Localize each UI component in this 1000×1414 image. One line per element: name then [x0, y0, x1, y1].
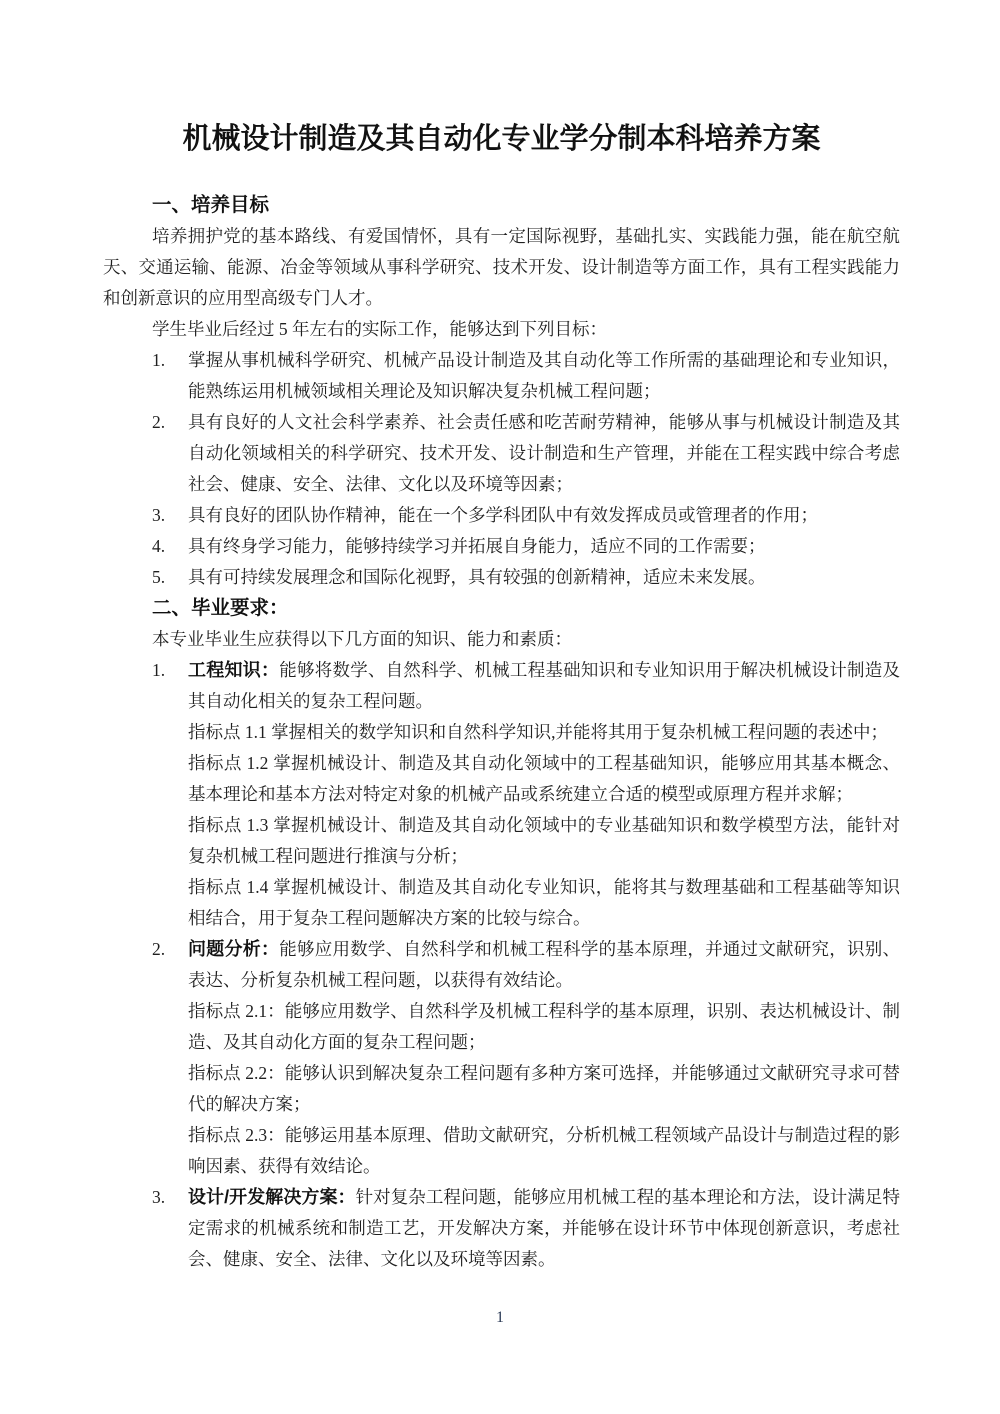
item-number: 1. — [152, 660, 166, 680]
item-label: 问题分析： — [188, 939, 280, 959]
item-label: 设计/开发解决方案： — [188, 1187, 356, 1207]
section1-heading: 一、培养目标 — [152, 194, 270, 216]
requirement-item-3 — [103, 1182, 900, 1275]
item-label: 工程知识： — [188, 660, 280, 680]
item-number: 2. — [152, 939, 166, 959]
item-number: 3. — [152, 1187, 166, 1207]
item-number: 1. — [152, 350, 166, 370]
item-text: 针对复杂工程问题，能够应用机械工程的基本理论和方法，设计满足特定需求的机械系统和制造工艺，开发解决方案，并能够在设计环节中体现创新意识，考虑社会、健康、安全、法律、文化以及环境等因素。 — [188, 1187, 900, 1269]
requirements-intro: 本专业毕业生应获得以下几方面的知识、能力和素质： — [152, 629, 572, 649]
doc-title: 机械设计制造及其自动化专业学分制本科培养方案 — [182, 123, 821, 155]
indicator-point-1-3: 指标点 1.3 掌握机械设计、制造及其自动化领域中的专业基础知识和数学模型方法，能针对复杂机械工程问题进行推演与分析； — [188, 815, 900, 866]
indicator-point-2-2: 指标点 2.2：能够认识到解决复杂工程问题有多种方案可选择，并能够通过文献研究寻求可替代的解决方案； — [188, 1063, 900, 1114]
objective-item-3 — [103, 500, 900, 531]
item-number: 3. — [152, 505, 166, 525]
item-text: 具有良好的人文社会科学素养、社会责任感和吃苦耐劳精神，能够从事与机械设计制造及其自动化领域相关的科学研究、技术开发、设计制造和生产管理，并能在工程实践中综合考虑社会、健康、安全、法律、文化以及环境等因素； — [188, 412, 900, 494]
indicator-point-1-2: 指标点 1.2 掌握机械设计、制造及其自动化领域中的工程基础知识，能够应用其基本概念、基本理论和基本方法对特定对象的机械产品或系统建立合适的模型或原理方程并求解； — [188, 753, 900, 804]
item-number: 2. — [152, 412, 166, 432]
objective-item-5 — [103, 562, 900, 593]
objective-item-2 — [103, 407, 900, 500]
indicator-point-1-4: 指标点 1.4 掌握机械设计、制造及其自动化专业知识，能将其与数理基础和工程基础等知识相结合，用于复杂工程问题解决方案的比较与综合。 — [188, 877, 900, 928]
item-text: 具有良好的团队协作精神，能在一个多学科团队中有效发挥成员或管理者的作用； — [188, 505, 818, 525]
objective-item-4 — [103, 531, 900, 562]
requirement-item-2 — [103, 934, 900, 1182]
page-number: 1 — [496, 1309, 504, 1326]
item-text: 具有可持续发展理念和国际化视野，具有较强的创新精神，适应未来发展。 — [188, 567, 766, 587]
item-text: 掌握从事机械科学研究、机械产品设计制造及其自动化等工作所需的基础理论和专业知识，能熟练运用机械领域相关理论及知识解决复杂机械工程问题； — [188, 350, 900, 401]
item-number: 4. — [152, 536, 166, 556]
indicator-point-2-3: 指标点 2.3：能够运用基本原理、借助文献研究，分析机械工程领域产品设计与制造过程的影响因素、获得有效结论。 — [188, 1125, 900, 1176]
item-number: 5. — [152, 567, 166, 587]
requirement-item-1 — [103, 655, 900, 934]
objective-item-1 — [103, 345, 900, 407]
section2-heading: 二、毕业要求： — [152, 597, 289, 619]
graduate-goals-lead: 学生毕业后经过 5 年左右的实际工作，能够达到下列目标： — [152, 319, 607, 339]
item-text: 能够将数学、自然科学、机械工程基础知识和专业知识用于解决机械设计制造及其自动化相关的复杂工程问题。 — [188, 660, 900, 711]
indicator-point-1-1: 指标点 1.1 掌握相关的数学知识和自然科学知识,并能将其用于复杂机械工程问题的表述中； — [188, 722, 888, 742]
item-text: 能够应用数学、自然科学和机械工程科学的基本原理，并通过文献研究，识别、表达、分析复杂机械工程问题，以获得有效结论。 — [188, 939, 900, 990]
training-objective-paragraph: 培养拥护党的基本路线、有爱国情怀，具有一定国际视野，基础扎实、实践能力强，能在航空航天、交通运输、能源、冶金等领域从事科学研究、技术开发、设计制造等方面工作，具有工程实践能力和创新意识的应用型高级专门人才。 — [103, 226, 900, 308]
indicator-point-2-1: 指标点 2.1：能够应用数学、自然科学及机械工程科学的基本原理，识别、表达机械设计、制造、及其自动化方面的复杂工程问题； — [188, 1001, 900, 1052]
item-text: 具有终身学习能力，能够持续学习并拓展自身能力，适应不同的工作需要； — [188, 536, 766, 556]
